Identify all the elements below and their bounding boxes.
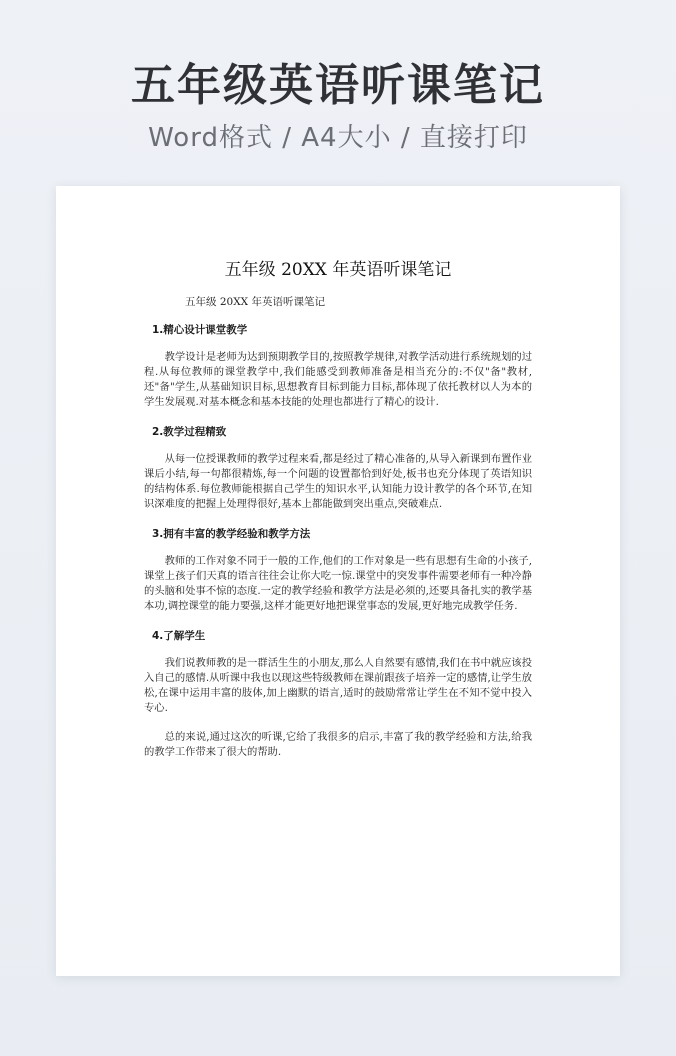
document-page — [56, 186, 620, 976]
section-heading: 2.教学过程精致 — [152, 426, 227, 438]
section-heading: 3.拥有丰富的教学经验和教学方法 — [152, 528, 311, 540]
banner — [0, 60, 676, 154]
section-paragraph: 从每一位授课教师的教学过程来看,都是经过了精心准备的,从导入新课到布置作业课后小结,每一句都很精炼,每一个问题的设置都恰到好处,板书也充分体现了英语知识的结构体系.每位教师能根据自己学生的知识水平,认知能力设计教学的各个环节,在知识深难度的把握上处理得很好,基本上都能做到突出重点,突破难点. — [144, 453, 532, 510]
section-heading: 1.精心设计课堂教学 — [152, 324, 248, 336]
document-body — [144, 322, 532, 760]
banner-subtitle: Word格式 / A4大小 / 直接打印 — [148, 123, 528, 153]
section-paragraph: 教学设计是老师为达到预期教学目的,按照教学规律,对教学活动进行系统规划的过程.从每位教师的课堂教学中,我们能感受到教师准备是相当充分的:不仅"备"教材,还"备"学生,从基础知识目标,思想教育目标到能力目标,都体现了依托教材以人为本的学生发展观.对基本概念和基本技能的处理也都进行了精心的设计. — [144, 351, 532, 408]
closing-paragraph: 总的来说,通过这次的听课,它给了我很多的启示,丰富了我的教学经验和方法,给我的教学工作带来了很大的帮助. — [144, 731, 532, 758]
document-subtitle: 五年级 20XX 年英语听课笔记 — [185, 296, 325, 308]
section-paragraph: 我们说教师教的是一群活生生的小朋友,那么人自然要有感情,我们在书中就应该投入自己的感情.从听课中我也以现这些特级教师在课前跟孩子培养一定的感情,让学生放松,在课中运用丰富的肢体,加上幽默的语言,适时的鼓励常常让学生在不知不觉中投入专心. — [144, 657, 532, 714]
section-1 — [144, 322, 532, 410]
section-heading: 4.了解学生 — [152, 630, 206, 642]
document-title: 五年级 20XX 年英语听课笔记 — [224, 260, 452, 280]
section-paragraph: 教师的工作对象不同于一般的工作,他们的工作对象是一些有思想有生命的小孩子,课堂上孩子们天真的语言往往会让你大吃一惊.课堂中的突发事件需要老师有一种冷静的头脑和处事不惊的态度.一定的教学经验和教学方法是必须的,还要具备扎实的教学基本功,调控课堂的能力要强,这样才能更好地把课堂事态的发展,更好地完成教学任务. — [144, 555, 532, 612]
section-4 — [144, 628, 532, 716]
banner-title: 五年级英语听课笔记 — [131, 60, 545, 111]
section-3 — [144, 526, 532, 614]
section-2 — [144, 424, 532, 512]
